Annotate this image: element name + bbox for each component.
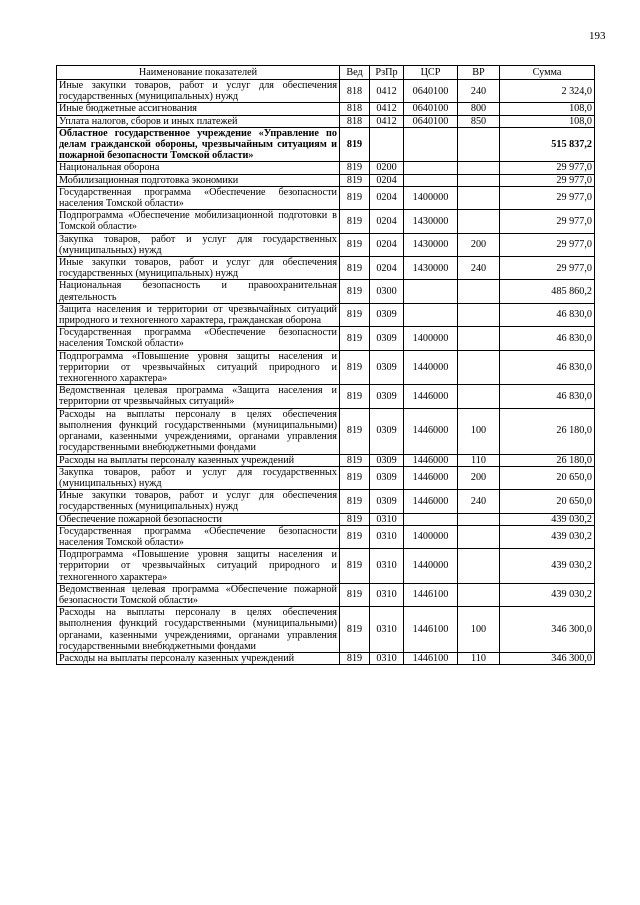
row-name: Расходы на выплаты персоналу казенных учреждений — [57, 454, 340, 466]
row-name: Государственная программа «Обеспечение безопасности населения Томской области» — [57, 327, 340, 350]
row-vr: 800 — [458, 103, 500, 115]
row-csr — [404, 127, 458, 162]
row-csr: 1446000 — [404, 385, 458, 408]
row-ved: 819 — [340, 583, 370, 606]
row-sum: 346 300,0 — [500, 607, 595, 653]
row-sum: 29 977,0 — [500, 162, 595, 174]
table-row — [57, 210, 595, 233]
row-ved: 819 — [340, 525, 370, 548]
row-ved: 818 — [340, 115, 370, 127]
row-sum: 439 030,2 — [500, 525, 595, 548]
row-vr: 240 — [458, 257, 500, 280]
header-row — [57, 66, 595, 80]
row-ved: 819 — [340, 385, 370, 408]
header-ved: Вед — [340, 66, 370, 80]
row-sum: 439 030,2 — [500, 513, 595, 525]
row-sum: 29 977,0 — [500, 257, 595, 280]
row-name: Расходы на выплаты персоналу казенных учреждений — [57, 652, 340, 664]
row-ved: 819 — [340, 549, 370, 584]
row-name: Уплата налогов, сборов и иных платежей — [57, 115, 340, 127]
row-csr: 1400000 — [404, 186, 458, 209]
row-csr: 1430000 — [404, 210, 458, 233]
row-csr: 1440000 — [404, 549, 458, 584]
row-csr: 0640100 — [404, 103, 458, 115]
row-csr: 1446000 — [404, 454, 458, 466]
row-csr: 1400000 — [404, 525, 458, 548]
row-csr: 1430000 — [404, 257, 458, 280]
row-sum: 439 030,2 — [500, 549, 595, 584]
row-name: Подпрограмма «Обеспечение мобилизационной подготовки в Томской области» — [57, 210, 340, 233]
row-vr — [458, 303, 500, 326]
table-header — [57, 66, 595, 80]
table-row — [57, 454, 595, 466]
row-name: Иные закупки товаров, работ и услуг для обеспечения государственных (муниципальных) нужд — [57, 80, 340, 103]
row-rzpr: 0204 — [370, 210, 404, 233]
row-ved: 819 — [340, 280, 370, 303]
row-rzpr: 0204 — [370, 174, 404, 186]
row-ved: 819 — [340, 127, 370, 162]
row-sum: 515 837,2 — [500, 127, 595, 162]
row-ved: 819 — [340, 186, 370, 209]
table-body — [57, 80, 595, 665]
row-sum: 108,0 — [500, 103, 595, 115]
row-name: Закупка товаров, работ и услуг для государственных (муниципальных) нужд — [57, 466, 340, 489]
row-sum: 46 830,0 — [500, 350, 595, 385]
row-ved: 818 — [340, 103, 370, 115]
row-name: Иные бюджетные ассигнования — [57, 103, 340, 115]
row-rzpr — [370, 127, 404, 162]
table-row — [57, 233, 595, 256]
row-vr — [458, 350, 500, 385]
row-vr: 200 — [458, 466, 500, 489]
row-rzpr: 0309 — [370, 454, 404, 466]
row-vr — [458, 210, 500, 233]
table-row — [57, 513, 595, 525]
row-rzpr: 0310 — [370, 583, 404, 606]
row-rzpr: 0204 — [370, 257, 404, 280]
row-vr — [458, 327, 500, 350]
row-sum: 46 830,0 — [500, 327, 595, 350]
row-ved: 819 — [340, 466, 370, 489]
table-row — [57, 80, 595, 103]
row-csr — [404, 513, 458, 525]
table-row — [57, 103, 595, 115]
row-vr — [458, 127, 500, 162]
page-number: 193 — [589, 30, 606, 42]
row-ved: 819 — [340, 513, 370, 525]
row-ved: 819 — [340, 327, 370, 350]
row-name: Национальная оборона — [57, 162, 340, 174]
row-name: Ведомственная целевая программа «Обеспечение пожарной безопасности Томской области» — [57, 583, 340, 606]
row-rzpr: 0309 — [370, 350, 404, 385]
table-row — [57, 466, 595, 489]
row-vr: 100 — [458, 408, 500, 454]
table-row — [57, 652, 595, 664]
row-csr — [404, 303, 458, 326]
header-csr: ЦСР — [404, 66, 458, 80]
row-ved: 819 — [340, 607, 370, 653]
table-row — [57, 385, 595, 408]
row-vr — [458, 583, 500, 606]
row-vr — [458, 280, 500, 303]
row-csr: 1400000 — [404, 327, 458, 350]
row-vr — [458, 525, 500, 548]
table-row — [57, 583, 595, 606]
row-vr — [458, 385, 500, 408]
row-sum: 108,0 — [500, 115, 595, 127]
row-csr: 1446000 — [404, 408, 458, 454]
header-sum: Сумма — [500, 66, 595, 80]
row-csr: 1446100 — [404, 652, 458, 664]
row-rzpr: 0200 — [370, 162, 404, 174]
row-rzpr: 0309 — [370, 466, 404, 489]
row-sum: 439 030,2 — [500, 583, 595, 606]
row-ved: 819 — [340, 162, 370, 174]
row-name: Иные закупки товаров, работ и услуг для обеспечения государственных (муниципальных) нужд — [57, 257, 340, 280]
row-name: Обеспечение пожарной безопасности — [57, 513, 340, 525]
row-vr: 200 — [458, 233, 500, 256]
row-ved: 819 — [340, 490, 370, 513]
row-sum: 26 180,0 — [500, 454, 595, 466]
row-vr — [458, 174, 500, 186]
row-rzpr: 0310 — [370, 607, 404, 653]
row-name: Областное государственное учреждение «Управление по делам гражданской обороны, чрезвычайным ситуациям и пожарной безопасности Томской области» — [57, 127, 340, 162]
row-vr: 110 — [458, 652, 500, 664]
row-csr: 1440000 — [404, 350, 458, 385]
row-ved: 819 — [340, 652, 370, 664]
row-sum: 29 977,0 — [500, 210, 595, 233]
table-row — [57, 525, 595, 548]
row-vr — [458, 513, 500, 525]
row-csr: 1446100 — [404, 583, 458, 606]
row-sum: 20 650,0 — [500, 490, 595, 513]
row-rzpr: 0412 — [370, 80, 404, 103]
table-row — [57, 162, 595, 174]
table-row — [57, 186, 595, 209]
row-sum: 2 324,0 — [500, 80, 595, 103]
row-sum: 346 300,0 — [500, 652, 595, 664]
table-row — [57, 490, 595, 513]
budget-table — [56, 65, 595, 665]
row-name: Ведомственная целевая программа «Защита населения и территории от чрезвычайных ситуаций» — [57, 385, 340, 408]
row-sum: 46 830,0 — [500, 303, 595, 326]
row-vr: 240 — [458, 80, 500, 103]
row-vr: 850 — [458, 115, 500, 127]
row-sum: 29 977,0 — [500, 233, 595, 256]
row-ved: 818 — [340, 80, 370, 103]
row-vr: 240 — [458, 490, 500, 513]
table-row — [57, 350, 595, 385]
row-rzpr: 0300 — [370, 280, 404, 303]
table-row — [57, 174, 595, 186]
row-ved: 819 — [340, 210, 370, 233]
row-rzpr: 0310 — [370, 513, 404, 525]
header-vr: ВР — [458, 66, 500, 80]
row-sum: 29 977,0 — [500, 186, 595, 209]
row-rzpr: 0412 — [370, 115, 404, 127]
row-rzpr: 0309 — [370, 385, 404, 408]
table-row — [57, 257, 595, 280]
row-sum: 20 650,0 — [500, 466, 595, 489]
row-sum: 485 860,2 — [500, 280, 595, 303]
row-rzpr: 0204 — [370, 233, 404, 256]
row-name: Подпрограмма «Повышение уровня защиты населения и территории от чрезвычайных ситуаций природного и техногенного характера» — [57, 350, 340, 385]
row-ved: 819 — [340, 408, 370, 454]
row-ved: 819 — [340, 350, 370, 385]
row-csr: 1446100 — [404, 607, 458, 653]
row-csr: 0640100 — [404, 80, 458, 103]
row-name: Защита населения и территории от чрезвычайных ситуаций природного и техногенного характера, гражданская оборона — [57, 303, 340, 326]
row-sum: 29 977,0 — [500, 174, 595, 186]
row-name: Расходы на выплаты персоналу в целях обеспечения выполнения функций государственными (муниципальными) органами, казенными учреждениями, органами управления государственными внебюджетными фондами — [57, 408, 340, 454]
table-row — [57, 115, 595, 127]
row-ved: 819 — [340, 303, 370, 326]
row-rzpr: 0309 — [370, 408, 404, 454]
table-row — [57, 408, 595, 454]
row-csr: 1446000 — [404, 490, 458, 513]
row-ved: 819 — [340, 257, 370, 280]
row-name: Расходы на выплаты персоналу в целях обеспечения выполнения функций государственными (муниципальными) органами, казенными учреждениями, органами управления государственными внебюджетными фондами — [57, 607, 340, 653]
row-rzpr: 0412 — [370, 103, 404, 115]
row-sum: 26 180,0 — [500, 408, 595, 454]
row-name: Государственная программа «Обеспечение безопасности населения Томской области» — [57, 186, 340, 209]
row-csr: 1446000 — [404, 466, 458, 489]
row-sum: 46 830,0 — [500, 385, 595, 408]
row-rzpr: 0204 — [370, 186, 404, 209]
row-name: Государственная программа «Обеспечение безопасности населения Томской области» — [57, 525, 340, 548]
row-name: Мобилизационная подготовка экономики — [57, 174, 340, 186]
row-csr: 1430000 — [404, 233, 458, 256]
row-name: Иные закупки товаров, работ и услуг для обеспечения государственных (муниципальных) нужд — [57, 490, 340, 513]
row-vr: 110 — [458, 454, 500, 466]
table-row — [57, 127, 595, 162]
row-vr: 100 — [458, 607, 500, 653]
row-ved: 819 — [340, 233, 370, 256]
row-vr — [458, 186, 500, 209]
table-row — [57, 280, 595, 303]
row-rzpr: 0310 — [370, 525, 404, 548]
row-csr: 0640100 — [404, 115, 458, 127]
row-rzpr: 0309 — [370, 303, 404, 326]
row-csr — [404, 280, 458, 303]
row-vr — [458, 549, 500, 584]
row-name: Закупка товаров, работ и услуг для государственных (муниципальных) нужд — [57, 233, 340, 256]
row-vr — [458, 162, 500, 174]
row-ved: 819 — [340, 174, 370, 186]
table-row — [57, 549, 595, 584]
row-name: Подпрограмма «Повышение уровня защиты населения и территории от чрезвычайных ситуаций природного и техногенного характера» — [57, 549, 340, 584]
row-csr — [404, 174, 458, 186]
row-csr — [404, 162, 458, 174]
row-name: Национальная безопасность и правоохранительная деятельность — [57, 280, 340, 303]
table-row — [57, 303, 595, 326]
table-row — [57, 327, 595, 350]
row-rzpr: 0310 — [370, 652, 404, 664]
table-row — [57, 607, 595, 653]
header-name: Наименование показателей — [57, 66, 340, 80]
row-ved: 819 — [340, 454, 370, 466]
row-rzpr: 0309 — [370, 327, 404, 350]
row-rzpr: 0309 — [370, 490, 404, 513]
row-rzpr: 0310 — [370, 549, 404, 584]
header-rzpr: РзПр — [370, 66, 404, 80]
